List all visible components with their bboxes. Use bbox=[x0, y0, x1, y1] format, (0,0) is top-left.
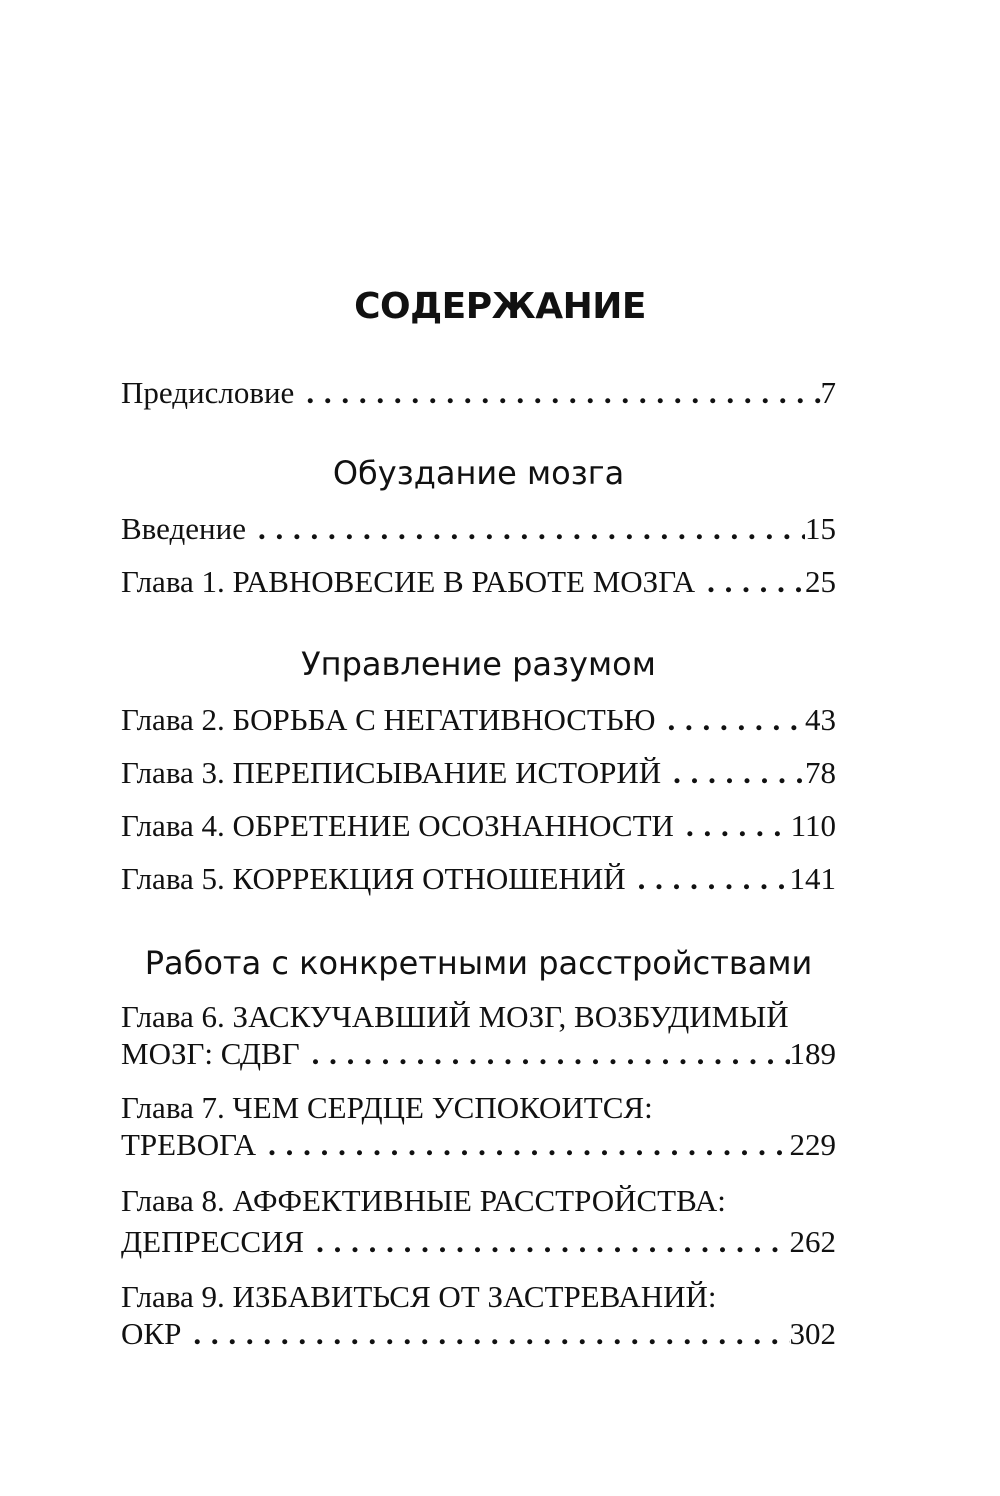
table-of-contents bbox=[121, 0, 836, 1496]
toc-page-number: 25 bbox=[805, 564, 836, 599]
dot-leader bbox=[300, 1036, 790, 1072]
toc-page-number: 262 bbox=[789, 1224, 836, 1259]
toc-entry-label: Глава 6. ЗАСКУЧАВШИЙ МОЗГ, ВОЗБУДИМЫЙ bbox=[121, 999, 789, 1034]
toc-entry-label: ДЕПРЕССИЯ bbox=[121, 1224, 305, 1259]
toc-entry-label: Глава 9. ИЗБАВИТЬСЯ ОТ ЗАСТРЕВАНИЙ: bbox=[121, 1279, 717, 1314]
dot-leader bbox=[695, 564, 805, 600]
toc-entry[interactable] bbox=[121, 808, 836, 844]
toc-page-number: 78 bbox=[805, 755, 836, 790]
toc-entry-label: Глава 8. АФФЕКТИВНЫЕ РАССТРОЙСТВА: bbox=[121, 1183, 726, 1218]
toc-entry[interactable] bbox=[121, 702, 836, 738]
dot-leader bbox=[294, 375, 820, 411]
toc-page-number: 43 bbox=[805, 702, 836, 737]
toc-entry-last-line[interactable] bbox=[121, 1224, 836, 1260]
toc-entry-first-line[interactable] bbox=[121, 1090, 836, 1126]
toc-entry-last-line[interactable] bbox=[121, 1036, 836, 1072]
section-heading: Работа с конкретными расстройствами bbox=[144, 944, 813, 982]
toc-entry-label: Глава 2. БОРЬБА С НЕГАТИВНОСТЬЮ bbox=[121, 702, 656, 737]
page-title: СОДЕРЖАНИЕ bbox=[354, 286, 646, 327]
dot-leader bbox=[626, 861, 790, 897]
section-heading: Обуздание мозга bbox=[332, 454, 625, 492]
toc-page-number: 15 bbox=[805, 511, 836, 546]
toc-entry-first-line[interactable] bbox=[121, 1183, 836, 1219]
dot-leader bbox=[181, 1316, 789, 1352]
toc-entry-last-line[interactable] bbox=[121, 1316, 836, 1352]
toc-page-number: 189 bbox=[789, 1036, 836, 1071]
dot-leader bbox=[256, 1127, 789, 1163]
toc-entry-first-line[interactable] bbox=[121, 999, 836, 1035]
toc-entry-label: Глава 1. РАВНОВЕСИЕ В РАБОТЕ МОЗГА bbox=[121, 564, 696, 599]
toc-entry-preface[interactable] bbox=[121, 375, 836, 411]
toc-entry[interactable] bbox=[121, 511, 836, 547]
toc-entry-label: Предисловие bbox=[121, 375, 295, 410]
toc-entry[interactable] bbox=[121, 564, 836, 600]
dot-leader bbox=[246, 511, 805, 547]
toc-entry[interactable] bbox=[121, 755, 836, 791]
toc-page-number: 110 bbox=[790, 808, 836, 843]
toc-entry-label: Глава 3. ПЕРЕПИСЫВАНИЕ ИСТОРИЙ bbox=[121, 755, 662, 790]
dot-leader bbox=[674, 808, 791, 844]
dot-leader bbox=[304, 1224, 789, 1260]
toc-entry-label: Введение bbox=[121, 511, 246, 546]
toc-entry-label: Глава 5. КОРРЕКЦИЯ ОТНОШЕНИЙ bbox=[121, 861, 626, 896]
section-heading: Управление разумом bbox=[301, 645, 656, 683]
toc-page-number: 229 bbox=[789, 1127, 836, 1162]
toc-entry-last-line[interactable] bbox=[121, 1127, 836, 1163]
dot-leader bbox=[661, 755, 805, 791]
toc-entry[interactable] bbox=[121, 861, 836, 897]
toc-entry-label: Глава 4. ОБРЕТЕНИЕ ОСОЗНАННОСТИ bbox=[121, 808, 674, 843]
dot-leader bbox=[656, 702, 806, 738]
toc-entry-label: ОКР bbox=[121, 1316, 182, 1351]
toc-entry-label: ТРЕВОГА bbox=[121, 1127, 257, 1162]
toc-page-number: 141 bbox=[789, 861, 836, 896]
toc-page-number: 7 bbox=[820, 375, 836, 410]
toc-page-number: 302 bbox=[789, 1316, 836, 1351]
toc-entry-label: МОЗГ: СДВГ bbox=[121, 1036, 300, 1071]
toc-entry-label: Глава 7. ЧЕМ СЕРДЦЕ УСПОКОИТСЯ: bbox=[121, 1090, 653, 1125]
toc-entry-first-line[interactable] bbox=[121, 1279, 836, 1315]
